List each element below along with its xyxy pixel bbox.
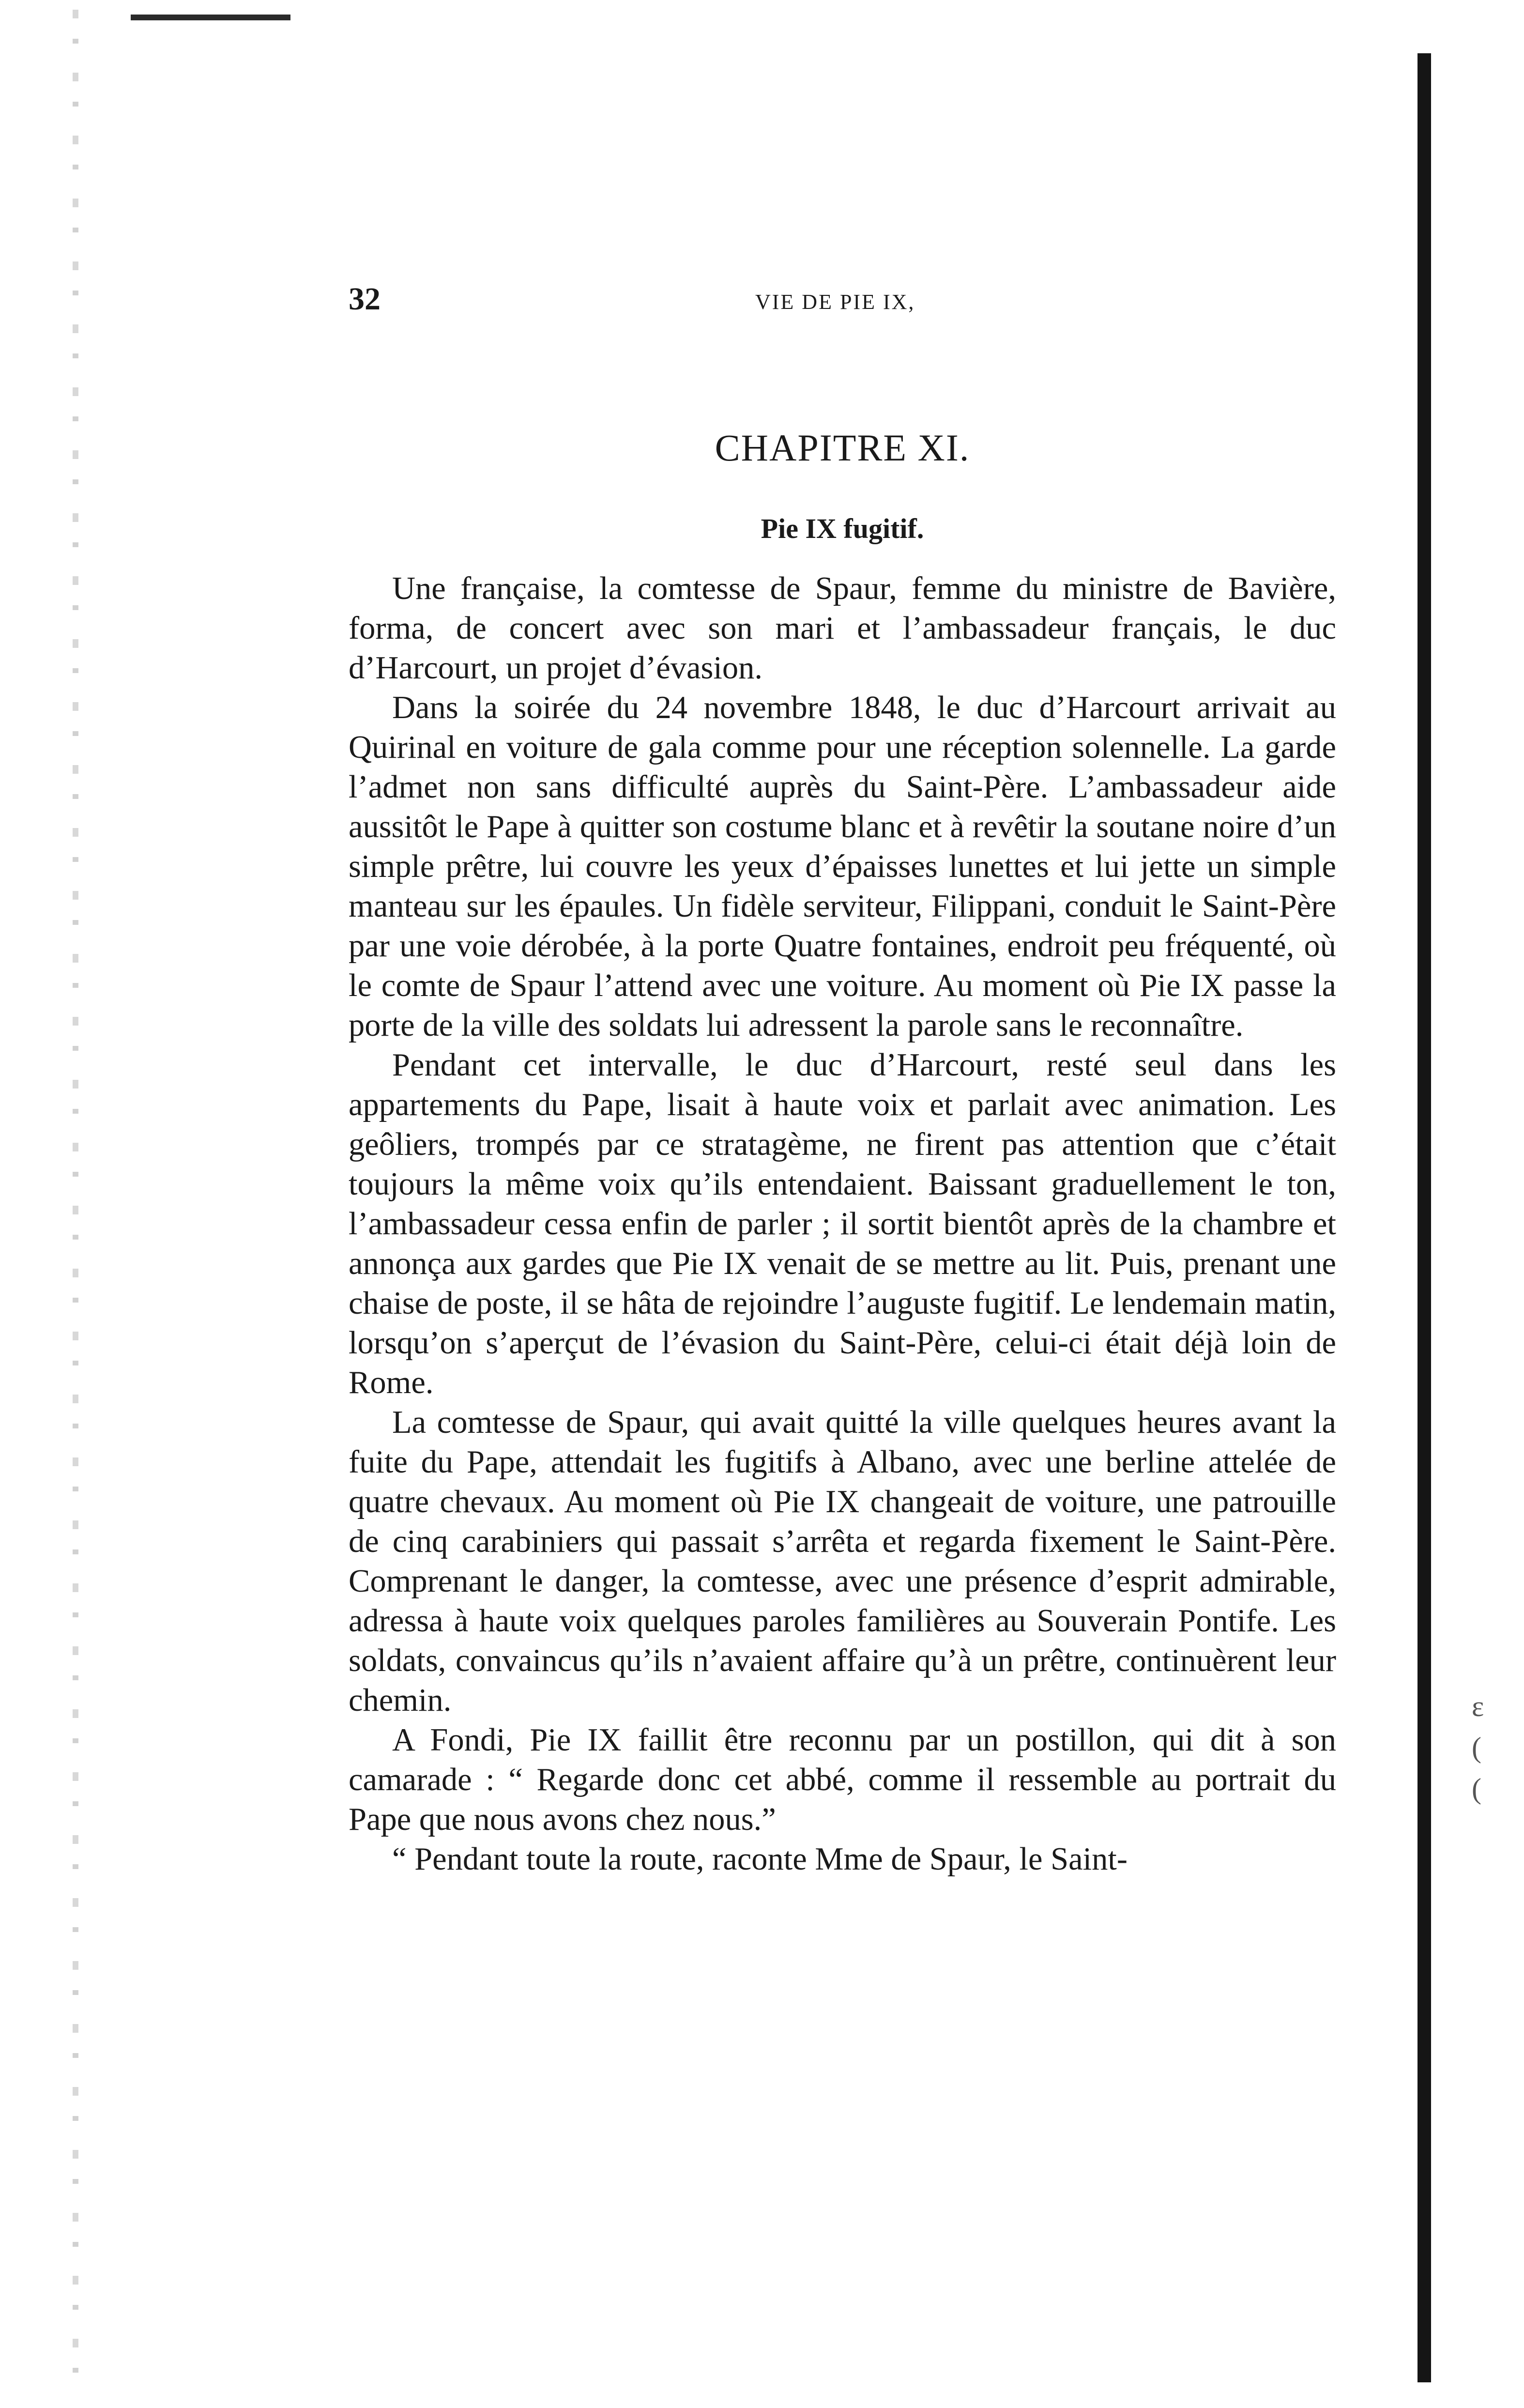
page-number: 32	[349, 281, 381, 317]
paragraph: “ Pendant toute la route, raconte Mme de Spaur, le Saint-	[392, 1841, 1128, 1877]
running-head: VIE DE PIE IX,	[755, 290, 915, 314]
scan-binding-edge	[1417, 53, 1431, 2382]
page-header	[349, 281, 1336, 329]
adjacent-page-glyph: (	[1472, 1732, 1481, 1764]
scan-top-mark	[131, 15, 290, 20]
adjacent-page-glyph: ɛ	[1472, 1690, 1484, 1722]
paragraph: La comtesse de Spaur, qui avait quitté la ville quelques heures avant la fuite du Pape, attendait les fugitifs à Albano, avec une berline attelée de quatre chevaux. Au moment où Pie IX changeait de voiture, une patrouille de cinq carabiniers qui passait s’arrêta et regarda fixement le Saint-Père. Comprenant le danger, la comtesse, avec une présence d’esprit admirable, adressa à haute voix quelques paroles familières au Souverain Pontife. Les soldats, convaincus qu’ils n’avaient affaire qu’à un prêtre, continuèrent leur chemin.	[349, 1405, 1336, 1718]
scan-left-edge	[73, 10, 78, 2382]
paragraph: Dans la soirée du 24 novembre 1848, le duc d’Harcourt arrivait au Quirinal en voiture de gala comme pour une réception solennelle. La garde l’admet non sans difficulté auprès du Saint-Père. L’ambassadeur aide aussitôt le Pape à quitter son costume blanc et à revêtir la soutane noire d’un simple prêtre, lui couvre les yeux d’épaisses lunettes et lui jette un simple manteau sur les épaules. Un fidèle serviteur, Filippani, conduit le Saint-Père par une voie dérobée, à la porte Quatre fontaines, endroit peu fréquenté, où le comte de Spaur l’attend avec une voiture. Au moment où Pie IX passe la porte de la ville des soldats lui adressent la parole sans le reconnaître.	[349, 690, 1336, 1043]
chapter-subtitle: Pie IX fugitif.	[761, 513, 924, 544]
adjacent-page-glyph: (	[1472, 1773, 1481, 1805]
body-text	[349, 569, 1336, 1879]
paragraph: A Fondi, Pie IX faillit être reconnu par un postillon, qui dit à son camarade : “ Regarde donc cet abbé, comme il ressemble au portrait du Pape que nous avons chez nous.”	[349, 1722, 1336, 1837]
chapter-title: CHAPITRE XI.	[715, 427, 970, 469]
paragraph: Une française, la comtesse de Spaur, femme du ministre de Bavière, forma, de concert avec son mari et l’ambassadeur français, le duc d’Harcourt, un projet d’évasion.	[349, 571, 1336, 686]
paragraph: Pendant cet intervalle, le duc d’Harcourt, resté seul dans les appartements du Pape, lisait à haute voix et parlait avec animation. Les geôliers, trompés par ce stratagème, ne firent pas attention que c’était toujours la même voix qu’ils entendaient. Baissant graduellement le ton, l’ambassadeur cessa enfin de parler ; il sortit bientôt après de la chambre et annonça aux gardes que Pie IX venait de se mettre au lit. Puis, prenant une chaise de poste, il se hâta de rejoindre l’auguste fugitif. Le lendemain matin, lorsqu’on s’aperçut de l’évasion du Saint-Père, celui-ci était déjà loin de Rome.	[349, 1047, 1336, 1400]
